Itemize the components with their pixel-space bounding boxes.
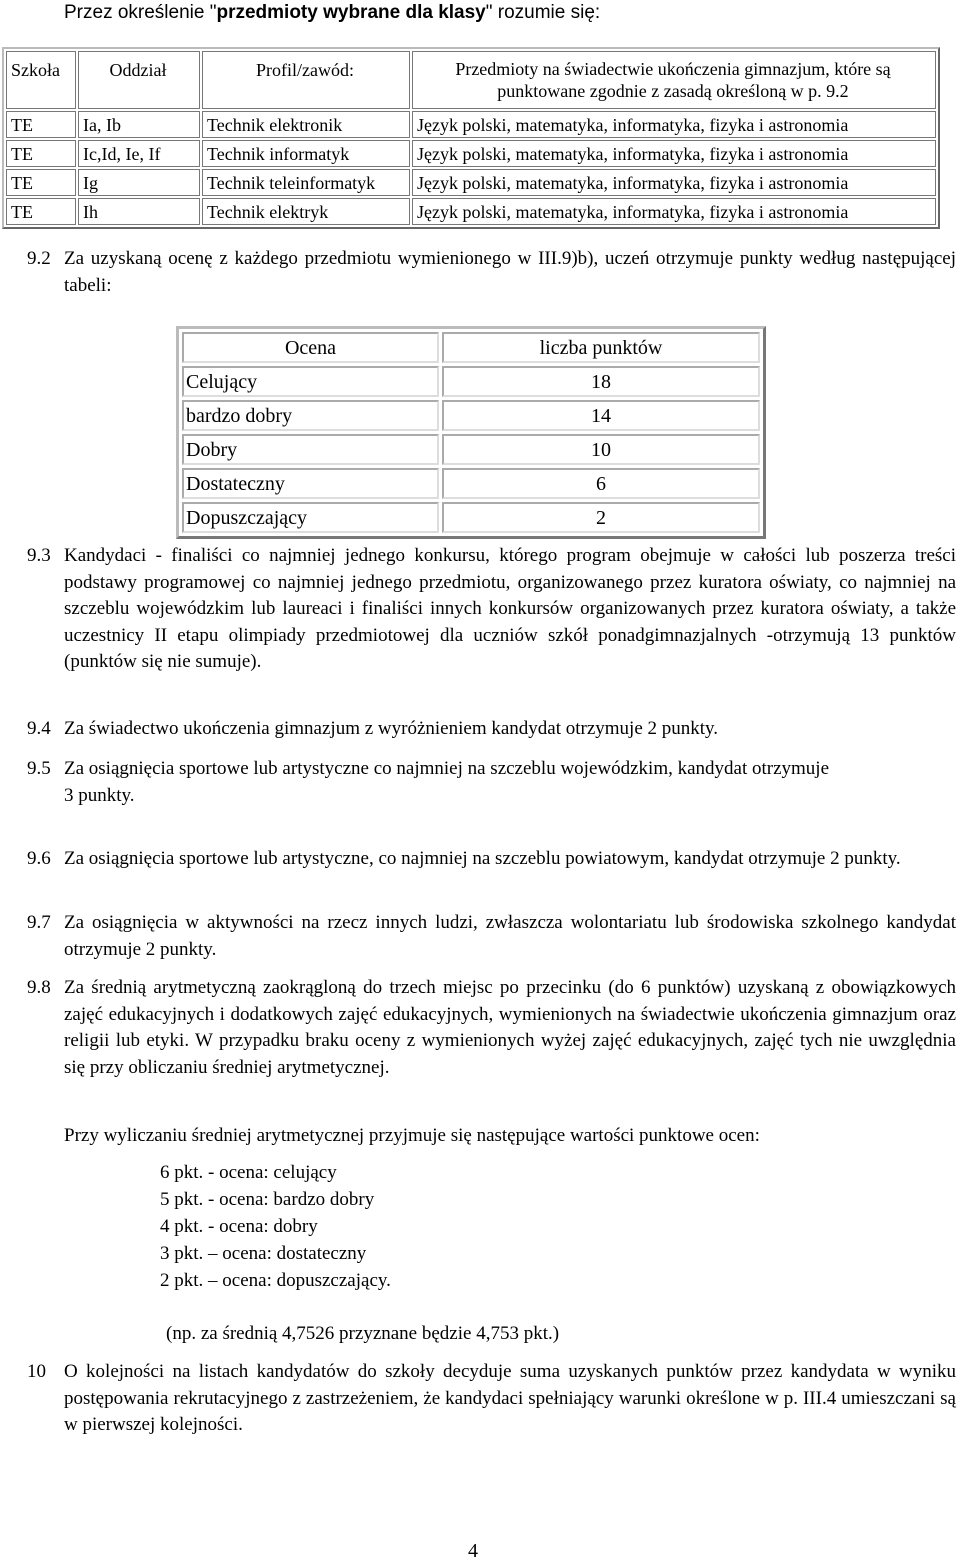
section-number: 9.4 [27,718,51,739]
section-number: 9.5 [27,758,51,779]
example-note: (np. za średnią 4,7526 przyznane będzie 4,753 pkt.) [166,1323,560,1344]
cell-branch: Ia, Ib [78,111,200,138]
cell-points: 2 [442,502,760,533]
header-profile: Profil/zawód: [202,51,410,109]
cell-grade: Celujący [182,366,439,397]
list-item: 5 pkt. - ocena: bardzo dobry [160,1189,375,1210]
grade-points-table [176,326,766,539]
paragraph-9-5-text: Za osiągnięcia sportowe lub artystyczne co najmniej na szczeblu wojewódzkim, kandydat otrzymuje [64,758,830,779]
class-subjects-table [2,47,940,229]
cell-subjects: Język polski, matematyka, informatyka, fizyka i astronomia [412,198,936,225]
paragraph-9-8-intro: Przy wyliczaniu średniej arytmetycznej przyjmuje się następujące wartości punktowe ocen: [64,1125,760,1146]
list-item: 4 pkt. - ocena: dobry [160,1216,318,1237]
intro-after: " rozumie się: [485,2,601,23]
cell-school: TE [6,198,76,225]
table-row [182,400,760,431]
cell-school: TE [6,140,76,167]
cell-grade: Dobry [182,434,439,465]
header-branch: Oddział [78,51,200,109]
intro-before: Przez określenie " [64,2,217,23]
section-number: 9.6 [27,848,51,869]
header-points: liczba punktów [442,332,760,363]
cell-profile: Technik teleinformatyk [202,169,410,196]
paragraph-9-8: Za średnią arytmetyczną zaokrągloną do trzech miejsc po przecinku (do 6 punktów) uzyskaną z obowiązkowych zajęć edukacyjnych i dodatkowych zajęć edukacyjnych, wymienionych na świadectwie ukończenia gimnazjum oraz religii lub etyki. W przypadku braku oceny z wymienionych wyżej zajęć edukacyjnych, zajęć tych nie uwzględnia się przy obliczaniu średniej arytmetycznej. [64,977,956,1078]
list-item: 6 pkt. - ocena: celujący [160,1162,337,1183]
table-row [182,366,760,397]
paragraph-9-2: Za uzyskaną ocenę z każdego przedmiotu wymienionego w III.9)b), uczeń otrzymuje punkty według następującej tabeli: [64,248,956,296]
paragraph-10: O kolejności na listach kandydatów do szkoły decyduje suma uzyskanych punktów przez kandydata w wyniku postępowania rekrutacyjnego z zastrzeżeniem, że kandydaci spełniający warunki określone w p. III.4 umieszczani są w pierwszej kolejności. [64,1361,956,1435]
table-row [6,198,936,225]
cell-branch: Ih [78,198,200,225]
section-number: 9.3 [27,545,51,566]
cell-points: 18 [442,366,760,397]
cell-profile: Technik elektronik [202,111,410,138]
table-row [182,434,760,465]
section-number: 9.8 [27,977,51,998]
cell-grade: Dopuszczający [182,502,439,533]
cell-school: TE [6,169,76,196]
cell-grade: Dostateczny [182,468,439,499]
section-number: 9.7 [27,912,51,933]
cell-subjects: Język polski, matematyka, informatyka, fizyka i astronomia [412,169,936,196]
intro-line [64,0,600,26]
paragraph-9-5-points: 3 punkty. [64,784,135,806]
table-row [6,140,936,167]
cell-points: 10 [442,434,760,465]
intro-bold: przedmioty wybrane dla klasy [216,2,486,23]
cell-grade: bardzo dobry [182,400,439,431]
cell-profile: Technik elektryk [202,198,410,225]
cell-points: 6 [442,468,760,499]
cell-subjects: Język polski, matematyka, informatyka, fizyka i astronomia [412,140,936,167]
cell-subjects: Język polski, matematyka, informatyka, fizyka i astronomia [412,111,936,138]
paragraph-9-4: Za świadectwo ukończenia gimnazjum z wyróżnieniem kandydat otrzymuje 2 punkty. [64,718,719,739]
table-row [182,468,760,499]
grade-value-list [160,1159,391,1294]
table-row [6,169,936,196]
cell-profile: Technik informatyk [202,140,410,167]
list-item: 2 pkt. – ocena: dopuszczający. [160,1270,391,1291]
header-school: Szkoła [6,51,76,109]
cell-branch: Ig [78,169,200,196]
paragraph-9-5 [64,756,956,809]
list-item: 3 pkt. – ocena: dostateczny [160,1243,367,1264]
cell-points: 14 [442,400,760,431]
paragraph-9-6: Za osiągnięcia sportowe lub artystyczne, co najmniej na szczeblu powiatowym, kandydat otrzymuje 2 punkty. [64,848,901,869]
header-grade: Ocena [182,332,439,363]
table-header-row [182,332,760,363]
section-number: 9.2 [27,248,51,269]
table-row [6,111,936,138]
section-number: 10 [27,1361,46,1382]
cell-school: TE [6,111,76,138]
cell-branch: Ic,Id, Ie, If [78,140,200,167]
header-subjects: Przedmioty na świadectwie ukończenia gimnazjum, które są punktowane zgodnie z zasadą określoną w p. 9.2 [412,51,936,109]
table-header-row [6,51,936,109]
table-row [182,502,760,533]
paragraph-9-7: Za osiągnięcia w aktywności na rzecz innych ludzi, zwłaszcza wolontariatu lub środowiska szkolnego kandydat otrzymuje 2 punkty. [64,912,956,960]
paragraph-9-3: Kandydaci - finaliści co najmniej jednego konkursu, którego program obejmuje w całości lub poszerza treści podstawy programowej co najmniej jednego przedmiotu, organizowanego przez kuratora oświaty, co najmniej na szczeblu wojewódzkim lub laureaci i finaliści innych konkursów organizowanych przez kuratora oświaty, a także uczestnicy II etapu olimpiady przedmiotowej dla uczniów szkół ponadgimnazjalnych -otrzymują 13 punktów (punktów się nie sumuje). [64,545,956,672]
page-number: 4 [468,1540,478,1562]
